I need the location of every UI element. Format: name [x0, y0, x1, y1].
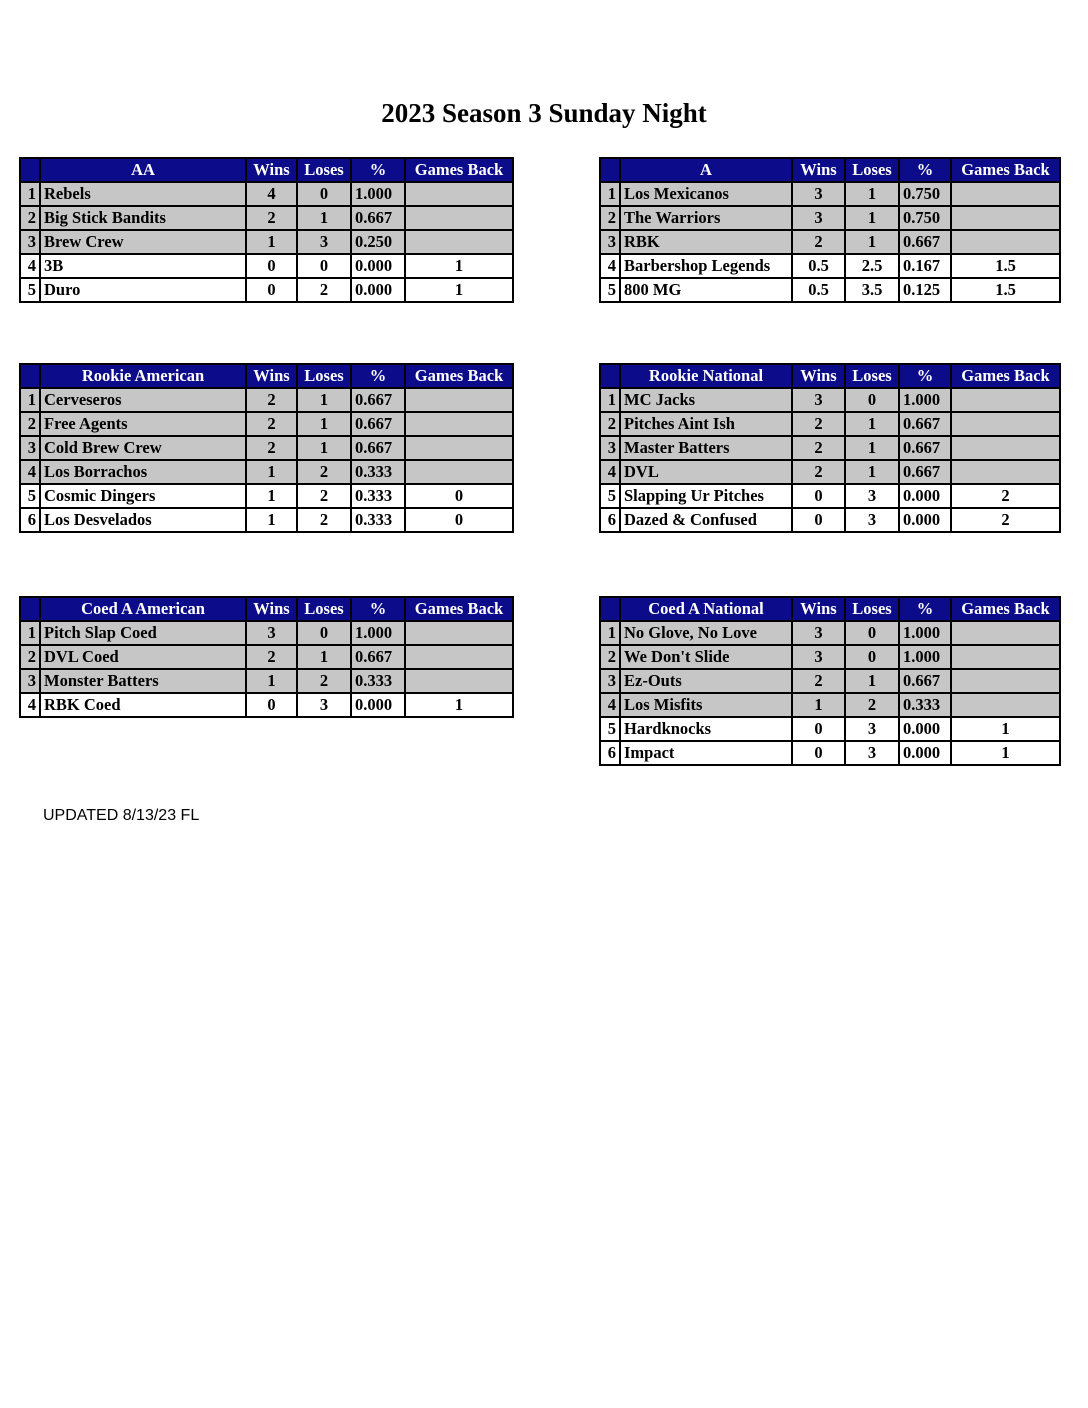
wins-cell: 3	[792, 206, 845, 230]
pct-cell: 0.667	[899, 436, 951, 460]
rank-cell: 3	[600, 230, 620, 254]
header-games-back: Games Back	[405, 597, 513, 621]
header-wins: Wins	[246, 158, 297, 182]
wins-cell: 3	[792, 645, 845, 669]
rank-cell: 3	[600, 436, 620, 460]
header-loses: Loses	[297, 364, 351, 388]
pct-cell: 1.000	[351, 182, 405, 206]
wins-cell: 0	[792, 741, 845, 765]
pct-cell: 0.000	[351, 254, 405, 278]
team-name: Rebels	[40, 182, 246, 206]
pct-cell: 0.000	[899, 484, 951, 508]
table-row	[600, 412, 1060, 436]
team-name: Ez-Outs	[620, 669, 792, 693]
loses-cell: 0	[845, 388, 899, 412]
loses-cell: 1	[845, 182, 899, 206]
header-rank-cell	[20, 597, 40, 621]
table-row	[20, 206, 513, 230]
loses-cell: 0	[297, 621, 351, 645]
table-row	[20, 508, 513, 532]
table-row	[20, 484, 513, 508]
team-name: 800 MG	[620, 278, 792, 302]
team-name: Dazed & Confused	[620, 508, 792, 532]
header-games-back: Games Back	[951, 597, 1060, 621]
rank-cell: 5	[600, 278, 620, 302]
wins-cell: 2	[792, 436, 845, 460]
standings-table	[19, 596, 514, 718]
table-row	[20, 278, 513, 302]
loses-cell: 2	[297, 484, 351, 508]
loses-cell: 1	[297, 206, 351, 230]
division-name: Coed A American	[40, 597, 246, 621]
team-name: RBK	[620, 230, 792, 254]
loses-cell: 2	[297, 508, 351, 532]
table-row	[20, 460, 513, 484]
wins-cell: 3	[792, 621, 845, 645]
team-name: Los Misfits	[620, 693, 792, 717]
loses-cell: 3	[297, 693, 351, 717]
table-row	[20, 182, 513, 206]
pct-cell: 1.000	[899, 621, 951, 645]
rank-cell: 4	[600, 460, 620, 484]
rank-cell: 6	[600, 508, 620, 532]
header-loses: Loses	[297, 158, 351, 182]
wins-cell: 2	[246, 412, 297, 436]
wins-cell: 1	[246, 484, 297, 508]
games-back-cell	[405, 230, 513, 254]
standings-table	[19, 363, 514, 533]
pct-cell: 0.333	[351, 484, 405, 508]
games-back-cell: 0	[405, 484, 513, 508]
rank-cell: 3	[600, 669, 620, 693]
games-back-cell	[405, 206, 513, 230]
table-row	[20, 621, 513, 645]
rank-cell: 5	[600, 717, 620, 741]
loses-cell: 3	[845, 484, 899, 508]
loses-cell: 2	[845, 693, 899, 717]
pct-cell: 0.667	[351, 436, 405, 460]
pct-cell: 0.667	[899, 412, 951, 436]
table-row	[20, 388, 513, 412]
pct-cell: 0.667	[351, 206, 405, 230]
wins-cell: 0	[246, 254, 297, 278]
rank-cell: 5	[600, 484, 620, 508]
header-rank-cell	[20, 364, 40, 388]
header-pct: %	[899, 158, 951, 182]
table-row	[600, 182, 1060, 206]
games-back-cell	[405, 460, 513, 484]
games-back-cell	[951, 645, 1060, 669]
games-back-cell: 1	[405, 693, 513, 717]
rank-cell: 2	[600, 206, 620, 230]
header-pct: %	[899, 364, 951, 388]
table-header-row	[20, 597, 513, 621]
wins-cell: 0.5	[792, 254, 845, 278]
table-row	[600, 645, 1060, 669]
team-name: Impact	[620, 741, 792, 765]
table-row	[600, 741, 1060, 765]
rank-cell: 2	[20, 412, 40, 436]
loses-cell: 2	[297, 460, 351, 484]
standings-table	[599, 596, 1061, 766]
loses-cell: 1	[845, 669, 899, 693]
games-back-cell	[951, 230, 1060, 254]
rank-cell: 1	[600, 388, 620, 412]
table-row	[600, 388, 1060, 412]
pct-cell: 1.000	[899, 388, 951, 412]
team-name: MC Jacks	[620, 388, 792, 412]
rank-cell: 4	[20, 460, 40, 484]
loses-cell: 1	[845, 436, 899, 460]
header-games-back: Games Back	[405, 364, 513, 388]
header-loses: Loses	[845, 158, 899, 182]
wins-cell: 2	[246, 388, 297, 412]
pct-cell: 0.667	[899, 460, 951, 484]
table-row	[600, 278, 1060, 302]
loses-cell: 3	[845, 717, 899, 741]
games-back-cell	[951, 621, 1060, 645]
pct-cell: 0.250	[351, 230, 405, 254]
games-back-cell: 1	[951, 717, 1060, 741]
team-name: Cold Brew Crew	[40, 436, 246, 460]
team-name: Cerveseros	[40, 388, 246, 412]
table-row	[600, 621, 1060, 645]
loses-cell: 1	[845, 230, 899, 254]
pct-cell: 0.000	[899, 741, 951, 765]
wins-cell: 2	[792, 412, 845, 436]
wins-cell: 1	[246, 460, 297, 484]
team-name: DVL	[620, 460, 792, 484]
loses-cell: 1	[297, 412, 351, 436]
table-header-row	[600, 364, 1060, 388]
team-name: Hardknocks	[620, 717, 792, 741]
loses-cell: 1	[845, 412, 899, 436]
games-back-cell	[951, 436, 1060, 460]
rank-cell: 1	[20, 621, 40, 645]
pct-cell: 1.000	[351, 621, 405, 645]
team-name: Duro	[40, 278, 246, 302]
table-row	[20, 669, 513, 693]
wins-cell: 2	[246, 436, 297, 460]
pct-cell: 1.000	[899, 645, 951, 669]
team-name: Pitches Aint Ish	[620, 412, 792, 436]
games-back-cell	[405, 669, 513, 693]
pct-cell: 0.333	[899, 693, 951, 717]
wins-cell: 1	[792, 693, 845, 717]
games-back-cell: 1.5	[951, 254, 1060, 278]
wins-cell: 1	[246, 230, 297, 254]
loses-cell: 1	[845, 460, 899, 484]
rank-cell: 1	[600, 182, 620, 206]
header-loses: Loses	[297, 597, 351, 621]
rank-cell: 2	[20, 645, 40, 669]
loses-cell: 2	[297, 669, 351, 693]
wins-cell: 0.5	[792, 278, 845, 302]
pct-cell: 0.333	[351, 508, 405, 532]
header-wins: Wins	[792, 597, 845, 621]
header-pct: %	[899, 597, 951, 621]
standings-table	[599, 157, 1061, 303]
games-back-cell: 1	[951, 741, 1060, 765]
header-pct: %	[351, 364, 405, 388]
wins-cell: 1	[246, 508, 297, 532]
table-row	[20, 412, 513, 436]
pct-cell: 0.750	[899, 182, 951, 206]
table-row	[600, 508, 1060, 532]
table-row	[600, 254, 1060, 278]
table-row	[600, 669, 1060, 693]
games-back-cell	[405, 388, 513, 412]
pct-cell: 0.000	[899, 508, 951, 532]
header-rank-cell	[600, 158, 620, 182]
rank-cell: 3	[20, 669, 40, 693]
header-pct: %	[351, 158, 405, 182]
team-name: Cosmic Dingers	[40, 484, 246, 508]
table-row	[600, 484, 1060, 508]
pct-cell: 0.333	[351, 460, 405, 484]
team-name: Los Mexicanos	[620, 182, 792, 206]
games-back-cell	[951, 412, 1060, 436]
games-back-cell	[405, 621, 513, 645]
games-back-cell	[951, 693, 1060, 717]
header-wins: Wins	[792, 158, 845, 182]
games-back-cell: 1	[405, 278, 513, 302]
table-header-row	[600, 158, 1060, 182]
pct-cell: 0.125	[899, 278, 951, 302]
loses-cell: 0	[845, 645, 899, 669]
wins-cell: 2	[792, 230, 845, 254]
page-title: 2023 Season 3 Sunday Night	[381, 98, 707, 128]
wins-cell: 1	[246, 669, 297, 693]
table-row	[20, 645, 513, 669]
header-wins: Wins	[246, 597, 297, 621]
wins-cell: 3	[792, 182, 845, 206]
table-row	[20, 693, 513, 717]
rank-cell: 2	[600, 645, 620, 669]
division-name: Rookie American	[40, 364, 246, 388]
header-games-back: Games Back	[951, 158, 1060, 182]
loses-cell: 3	[845, 741, 899, 765]
team-name: Los Desvelados	[40, 508, 246, 532]
loses-cell: 1	[297, 645, 351, 669]
games-back-cell: 2	[951, 508, 1060, 532]
wins-cell: 0	[792, 717, 845, 741]
team-name: 3B	[40, 254, 246, 278]
loses-cell: 1	[297, 388, 351, 412]
header-wins: Wins	[246, 364, 297, 388]
table-header-row	[600, 597, 1060, 621]
wins-cell: 3	[792, 388, 845, 412]
header-pct: %	[351, 597, 405, 621]
team-name: Barbershop Legends	[620, 254, 792, 278]
rank-cell: 1	[20, 182, 40, 206]
table-header-row	[20, 364, 513, 388]
rank-cell: 6	[600, 741, 620, 765]
table-row	[600, 693, 1060, 717]
header-loses: Loses	[845, 364, 899, 388]
header-wins: Wins	[792, 364, 845, 388]
rank-cell: 3	[20, 230, 40, 254]
rank-cell: 5	[20, 484, 40, 508]
team-name: Pitch Slap Coed	[40, 621, 246, 645]
rank-cell: 4	[20, 693, 40, 717]
table-row	[600, 206, 1060, 230]
pct-cell: 0.667	[351, 645, 405, 669]
games-back-cell	[405, 412, 513, 436]
header-games-back: Games Back	[951, 364, 1060, 388]
standings-table	[19, 157, 514, 303]
games-back-cell: 0	[405, 508, 513, 532]
loses-cell: 0	[297, 254, 351, 278]
rank-cell: 1	[20, 388, 40, 412]
header-rank-cell	[600, 364, 620, 388]
header-rank-cell	[600, 597, 620, 621]
wins-cell: 0	[792, 508, 845, 532]
games-back-cell	[951, 388, 1060, 412]
pct-cell: 0.000	[899, 717, 951, 741]
division-name: AA	[40, 158, 246, 182]
loses-cell: 0	[845, 621, 899, 645]
wins-cell: 2	[246, 645, 297, 669]
games-back-cell	[951, 182, 1060, 206]
updated-note: UPDATED 8/13/23 FL	[43, 807, 200, 824]
table-row	[600, 230, 1060, 254]
pct-cell: 0.167	[899, 254, 951, 278]
team-name: Los Borrachos	[40, 460, 246, 484]
wins-cell: 0	[792, 484, 845, 508]
wins-cell: 0	[246, 693, 297, 717]
games-back-cell	[405, 436, 513, 460]
table-row	[600, 436, 1060, 460]
games-back-cell	[951, 669, 1060, 693]
games-back-cell	[951, 460, 1060, 484]
rank-cell: 4	[20, 254, 40, 278]
pct-cell: 0.667	[899, 669, 951, 693]
pct-cell: 0.667	[351, 388, 405, 412]
team-name: The Warriors	[620, 206, 792, 230]
pct-cell: 0.667	[351, 412, 405, 436]
games-back-cell	[405, 645, 513, 669]
header-rank-cell	[20, 158, 40, 182]
wins-cell: 2	[792, 669, 845, 693]
wins-cell: 2	[792, 460, 845, 484]
division-name: A	[620, 158, 792, 182]
table-row	[20, 436, 513, 460]
rank-cell: 1	[600, 621, 620, 645]
rank-cell: 4	[600, 693, 620, 717]
table-row	[20, 254, 513, 278]
division-name: Coed A National	[620, 597, 792, 621]
table-header-row	[20, 158, 513, 182]
pct-cell: 0.750	[899, 206, 951, 230]
rank-cell: 2	[20, 206, 40, 230]
loses-cell: 1	[845, 206, 899, 230]
wins-cell: 4	[246, 182, 297, 206]
loses-cell: 3.5	[845, 278, 899, 302]
table-row	[600, 717, 1060, 741]
team-name: We Don't Slide	[620, 645, 792, 669]
rank-cell: 6	[20, 508, 40, 532]
table-row	[20, 230, 513, 254]
pct-cell: 0.000	[351, 693, 405, 717]
team-name: Brew Crew	[40, 230, 246, 254]
division-name: Rookie National	[620, 364, 792, 388]
team-name: RBK Coed	[40, 693, 246, 717]
pct-cell: 0.000	[351, 278, 405, 302]
games-back-cell: 2	[951, 484, 1060, 508]
team-name: Monster Batters	[40, 669, 246, 693]
header-games-back: Games Back	[405, 158, 513, 182]
games-back-cell: 1	[405, 254, 513, 278]
loses-cell: 2	[297, 278, 351, 302]
standings-table	[599, 363, 1061, 533]
team-name: Master Batters	[620, 436, 792, 460]
rank-cell: 4	[600, 254, 620, 278]
games-back-cell	[951, 206, 1060, 230]
loses-cell: 3	[297, 230, 351, 254]
table-row	[600, 460, 1060, 484]
pct-cell: 0.667	[899, 230, 951, 254]
loses-cell: 2.5	[845, 254, 899, 278]
wins-cell: 2	[246, 206, 297, 230]
rank-cell: 2	[600, 412, 620, 436]
team-name: Slapping Ur Pitches	[620, 484, 792, 508]
team-name: Big Stick Bandits	[40, 206, 246, 230]
rank-cell: 5	[20, 278, 40, 302]
loses-cell: 0	[297, 182, 351, 206]
games-back-cell: 1.5	[951, 278, 1060, 302]
wins-cell: 3	[246, 621, 297, 645]
rank-cell: 3	[20, 436, 40, 460]
wins-cell: 0	[246, 278, 297, 302]
team-name: DVL Coed	[40, 645, 246, 669]
team-name: No Glove, No Love	[620, 621, 792, 645]
pct-cell: 0.333	[351, 669, 405, 693]
loses-cell: 3	[845, 508, 899, 532]
loses-cell: 1	[297, 436, 351, 460]
header-loses: Loses	[845, 597, 899, 621]
team-name: Free Agents	[40, 412, 246, 436]
games-back-cell	[405, 182, 513, 206]
